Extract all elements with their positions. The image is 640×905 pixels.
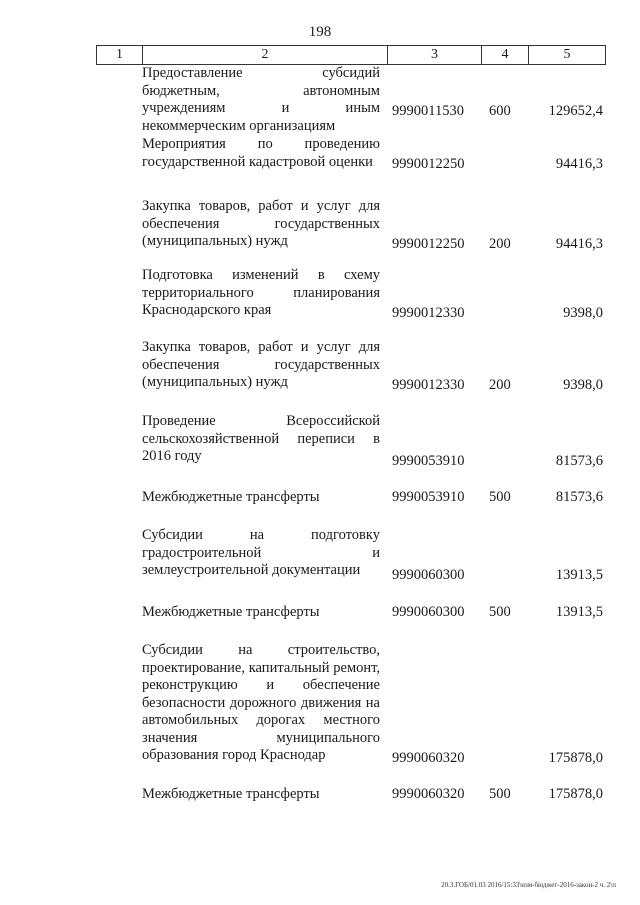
row-type: 200 <box>489 236 511 252</box>
footer-file-stamp: 20.3.ГОБ/01.03 2016/15:33\изм-бюджет-2016-закон-2 ч. 2\п <box>441 881 616 889</box>
row-code: 9990060320 <box>392 750 465 766</box>
row-code: 9990012330 <box>392 305 465 321</box>
row-type: 500 <box>489 489 511 505</box>
row-type: 500 <box>489 604 511 620</box>
row-amount: 175878,0 <box>548 786 603 802</box>
row-code: 9990012250 <box>392 156 465 172</box>
row-name: Подготовка изменений в схему территориального планирования Краснодарского края <box>142 267 380 318</box>
row-amount: 175878,0 <box>548 750 603 766</box>
row-name: Субсидии на подготовку градостроительной и землеустроительной документации <box>142 527 380 578</box>
row-name: Предоставление субсидий бюджетным, автономным учреждениям и иным некоммерческим организациям <box>142 65 380 134</box>
row-code: 9990053910 <box>392 489 465 505</box>
row-name: Межбюджетные трансферты <box>142 604 320 620</box>
row-amount: 13913,5 <box>555 567 603 583</box>
header-col-4: 4 <box>481 45 529 65</box>
row-code: 9990012250 <box>392 236 465 252</box>
header-col-2: 2 <box>142 45 388 65</box>
row-code: 9990053910 <box>392 453 465 469</box>
header-col-1: 1 <box>96 45 143 65</box>
header-col-5: 5 <box>528 45 606 65</box>
page-number: 198 <box>308 24 332 40</box>
row-name: Субсидии на строительство, проектирование, капитальный ремонт, реконструкцию и обеспечение безопасности дорожного движения на автомобильных дорогах местного значения муниципального образования город Краснодар <box>142 642 380 763</box>
row-amount: 81573,6 <box>555 489 603 505</box>
row-amount: 9398,0 <box>563 377 603 393</box>
row-amount: 94416,3 <box>555 156 603 172</box>
row-code: 9990060320 <box>392 786 465 802</box>
row-name: Мероприятия по проведению государственной кадастровой оценки <box>142 136 380 170</box>
row-code: 9990060300 <box>392 567 465 583</box>
row-name: Закупка товаров, работ и услуг для обеспечения государственных (муниципальных) нужд <box>142 339 380 390</box>
row-name: Проведение Всероссийской сельскохозяйственной переписи в 2016 году <box>142 413 380 464</box>
row-type: 500 <box>489 786 511 802</box>
row-name: Закупка товаров, работ и услуг для обеспечения государственных (муниципальных) нужд <box>142 198 380 249</box>
row-type: 600 <box>489 103 511 119</box>
row-amount: 13913,5 <box>555 604 603 620</box>
row-type: 200 <box>489 377 511 393</box>
row-amount: 129652,4 <box>548 103 603 119</box>
row-amount: 9398,0 <box>563 305 603 321</box>
row-amount: 94416,3 <box>555 236 603 252</box>
row-code: 9990060300 <box>392 604 465 620</box>
row-code: 9990012330 <box>392 377 465 393</box>
row-amount: 81573,6 <box>555 453 603 469</box>
header-col-3: 3 <box>387 45 482 65</box>
row-name: Межбюджетные трансферты <box>142 489 320 505</box>
row-code: 9990011530 <box>392 103 464 119</box>
row-name: Межбюджетные трансферты <box>142 786 320 802</box>
